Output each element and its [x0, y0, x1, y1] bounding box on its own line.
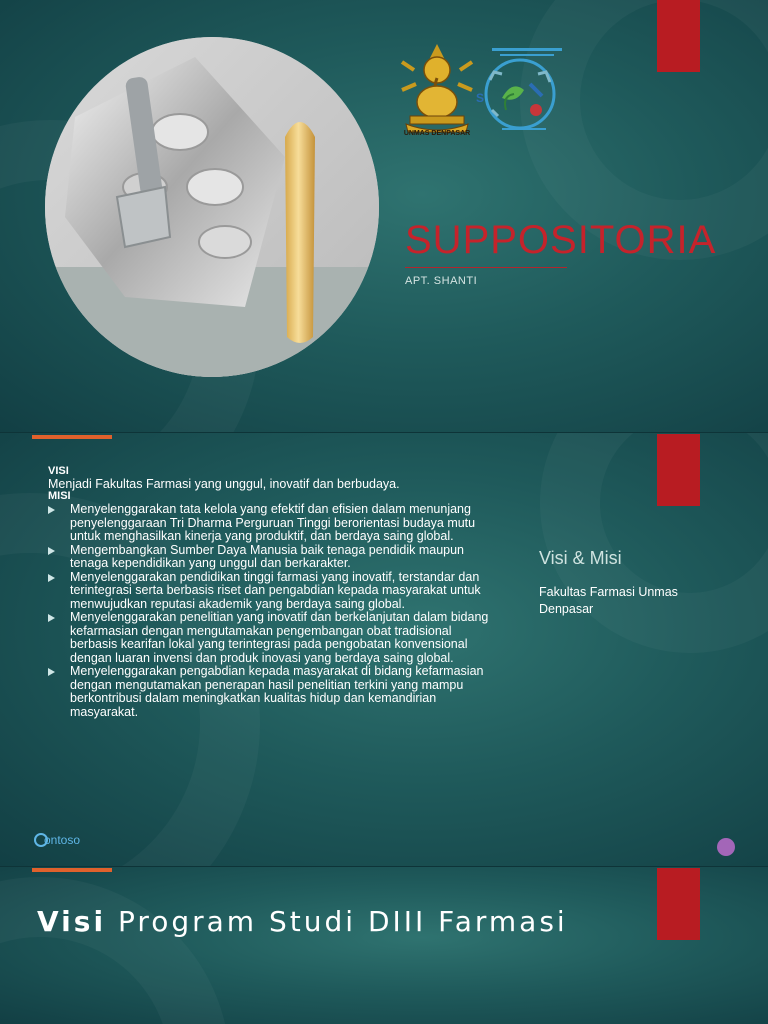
accent-dot — [717, 838, 735, 856]
visi-heading: VISI — [48, 465, 69, 477]
orange-accent-line — [32, 868, 112, 872]
accent-bar — [657, 0, 700, 72]
misi-item-text: Menyelenggarakan tata kelola yang efektif dan efisien dalam menunjang penyelenggaraan Tri Dharma Perguruan Tinggi berorientasi budaya mutu untuk menghasilkan kinerja yang produktif, dan berdaya saing global. — [70, 502, 476, 544]
misi-item — [48, 611, 493, 665]
slide-heading-rest: Program Studi DIII Farmasi — [106, 905, 568, 938]
bullet-triangle-icon — [48, 574, 55, 582]
misi-heading: MISI — [48, 490, 71, 503]
misi-list — [48, 503, 493, 719]
misi-item — [48, 571, 493, 612]
misi-item-text: Menyelenggarakan pendidikan tinggi farmasi yang inovatif, terstandar dan terintegrasi serta berbasis riset dan pengabdian kepada masyarakat untuk menwujudkan reputasi akademik yang berdaya saing global. — [70, 569, 481, 611]
slide-heading — [37, 905, 568, 938]
orange-accent-line — [32, 435, 112, 439]
presentation-title: SUPPOSITORIA — [405, 218, 717, 262]
bullet-triangle-icon — [48, 506, 55, 514]
presentation-author: APT. SHANTI — [405, 275, 478, 287]
bullet-triangle-icon — [48, 547, 55, 555]
accent-bar — [657, 868, 700, 940]
visi-text: Menjadi Fakultas Farmasi yang unggul, inovatif dan berbudaya. — [48, 476, 400, 491]
contoso-logo-text: ontoso — [44, 833, 81, 847]
logo-unmas-label: UNMAS DENPASAR — [403, 130, 471, 137]
visi-misi-content — [48, 466, 493, 719]
slide-title[interactable] — [0, 0, 768, 432]
title-divider — [405, 267, 567, 268]
bullet-triangle-icon — [48, 668, 55, 676]
misi-item — [48, 544, 493, 571]
misi-item-text: Menyelenggarakan penelitian yang inovatif dan berkelanjutan dalam bidang kefarmasian dengan mengutamakan pengembangan obat tradisional berbasis kearifan lokal yang terintegrasi pada pengobatan konvensional dengan luaran invensi dan produk inovasi yang berdaya saing global. — [70, 610, 489, 665]
pharmacy-logo-icon — [472, 44, 564, 138]
svg-text:S: S — [476, 91, 485, 105]
suppository-photo — [45, 37, 379, 377]
slide-visi-prodi[interactable] — [0, 866, 768, 1024]
section-title: Visi & Misi — [539, 548, 622, 568]
contoso-logo — [34, 833, 80, 847]
section-subtitle: Fakultas Farmasi Unmas Denpasar — [539, 585, 678, 616]
decorative-ring — [0, 877, 230, 1024]
slide-visi-misi[interactable] — [0, 432, 768, 866]
ganesha-logo-icon — [396, 40, 478, 140]
misi-item-text: Mengembangkan Sumber Daya Manusia baik tenaga pendidik maupun tenaga kependidikan yang unggul dan berkarakter. — [70, 542, 465, 571]
misi-item-text: Menyelenggarakan pengabdian kepada masyarakat di bidang kefarmasian dengan mengutamakan penerapan hasil penelitian terkini yang mampu berkontribusi dalam meningkatkan kualitas hidup dan kemandirian masyarakat. — [70, 664, 484, 719]
bullet-triangle-icon — [48, 614, 55, 622]
misi-item — [48, 503, 493, 544]
accent-bar — [657, 434, 700, 506]
decorative-ring — [540, 432, 768, 653]
misi-item — [48, 665, 493, 719]
slide-heading-bold: Visi — [37, 905, 107, 938]
